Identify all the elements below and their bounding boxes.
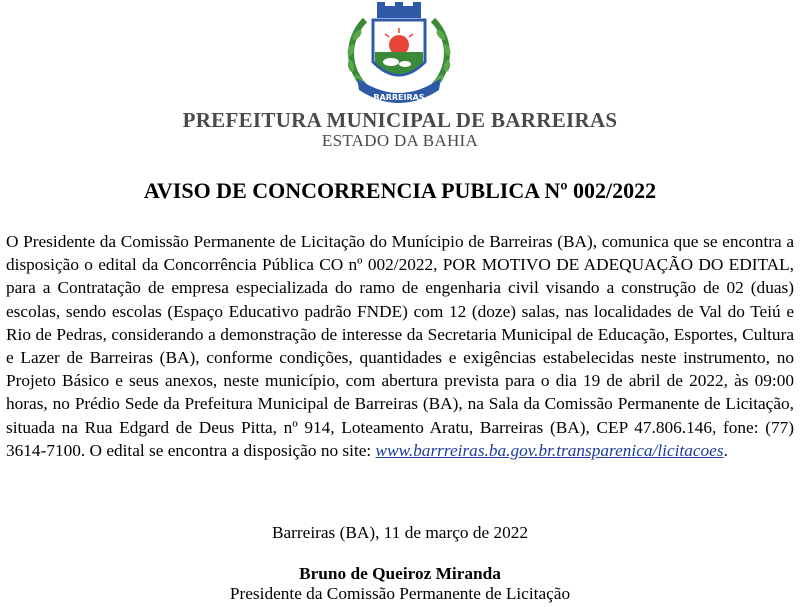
coat-of-arms-icon [335,0,463,110]
state-subtitle: ESTADO DA BAHIA [321,131,479,150]
crest-date-left: 26/05 [371,81,389,88]
crest-date-right: 1891 [413,81,429,88]
signer-role: Presidente da Comissão Permanente de Licitação [229,584,571,603]
notice-body-text: O Presidente da Comissão Permanente de Licitação do Munícipio de Barreiras (BA), comunica que se encontra a disposição o edital da Concorrência Pública CO nº 002/2022, POR MOTIVO DE ADEQUAÇÃO DO EDITAL, para a Contratação de empresa especializada do ramo de engenharia civil visando a construção de 02 (duas) escolas, sendo escolas (Espaço Educativo padrão FNDE) com 12 (doze) salas, nas localidades de Val do Teiú e Rio de Pedras, considerando a demonstração de interesse da Secretaria Municipal de Educação, Esportes, Cultura e Lazer de Barreiras (BA), conforme condições, quantidades e exigências estabelecidas neste instrumento, no Projeto Básico e seus anexos, neste município, com abertura prevista para o dia 19 de abril de 2022, às 09:00 horas, no Prédio Sede da Prefeitura Municipal de Barreiras (BA), na Sala da Comissão Permanente de Licitação, situada na Rua Edgard de Deus Pitta, nº 914, Loteamento Aratu, Barreiras (BA), CEP 47.806.146, fone: (77) 3614-7100. O edital se encontra a disposição no site: [6,232,794,460]
signer-name: Bruno de Queiroz Miranda [299,564,501,583]
crest-banner-text: BARREIRAS [373,93,425,102]
notice-body-suffix: . [723,440,728,460]
notice-title: AVISO DE CONCORRENCIA PUBLICA Nº 002/2022 [143,178,657,203]
signature-date: Barreiras (BA), 11 de março de 2022 [271,523,529,542]
notice-body [6,230,794,462]
municipality-title: PREFEITURA MUNICIPAL DE BARREIRAS [182,108,618,132]
edital-website-link[interactable]: www.barrreiras.ba.gov.br.transparenica/licitacoes [375,440,724,460]
